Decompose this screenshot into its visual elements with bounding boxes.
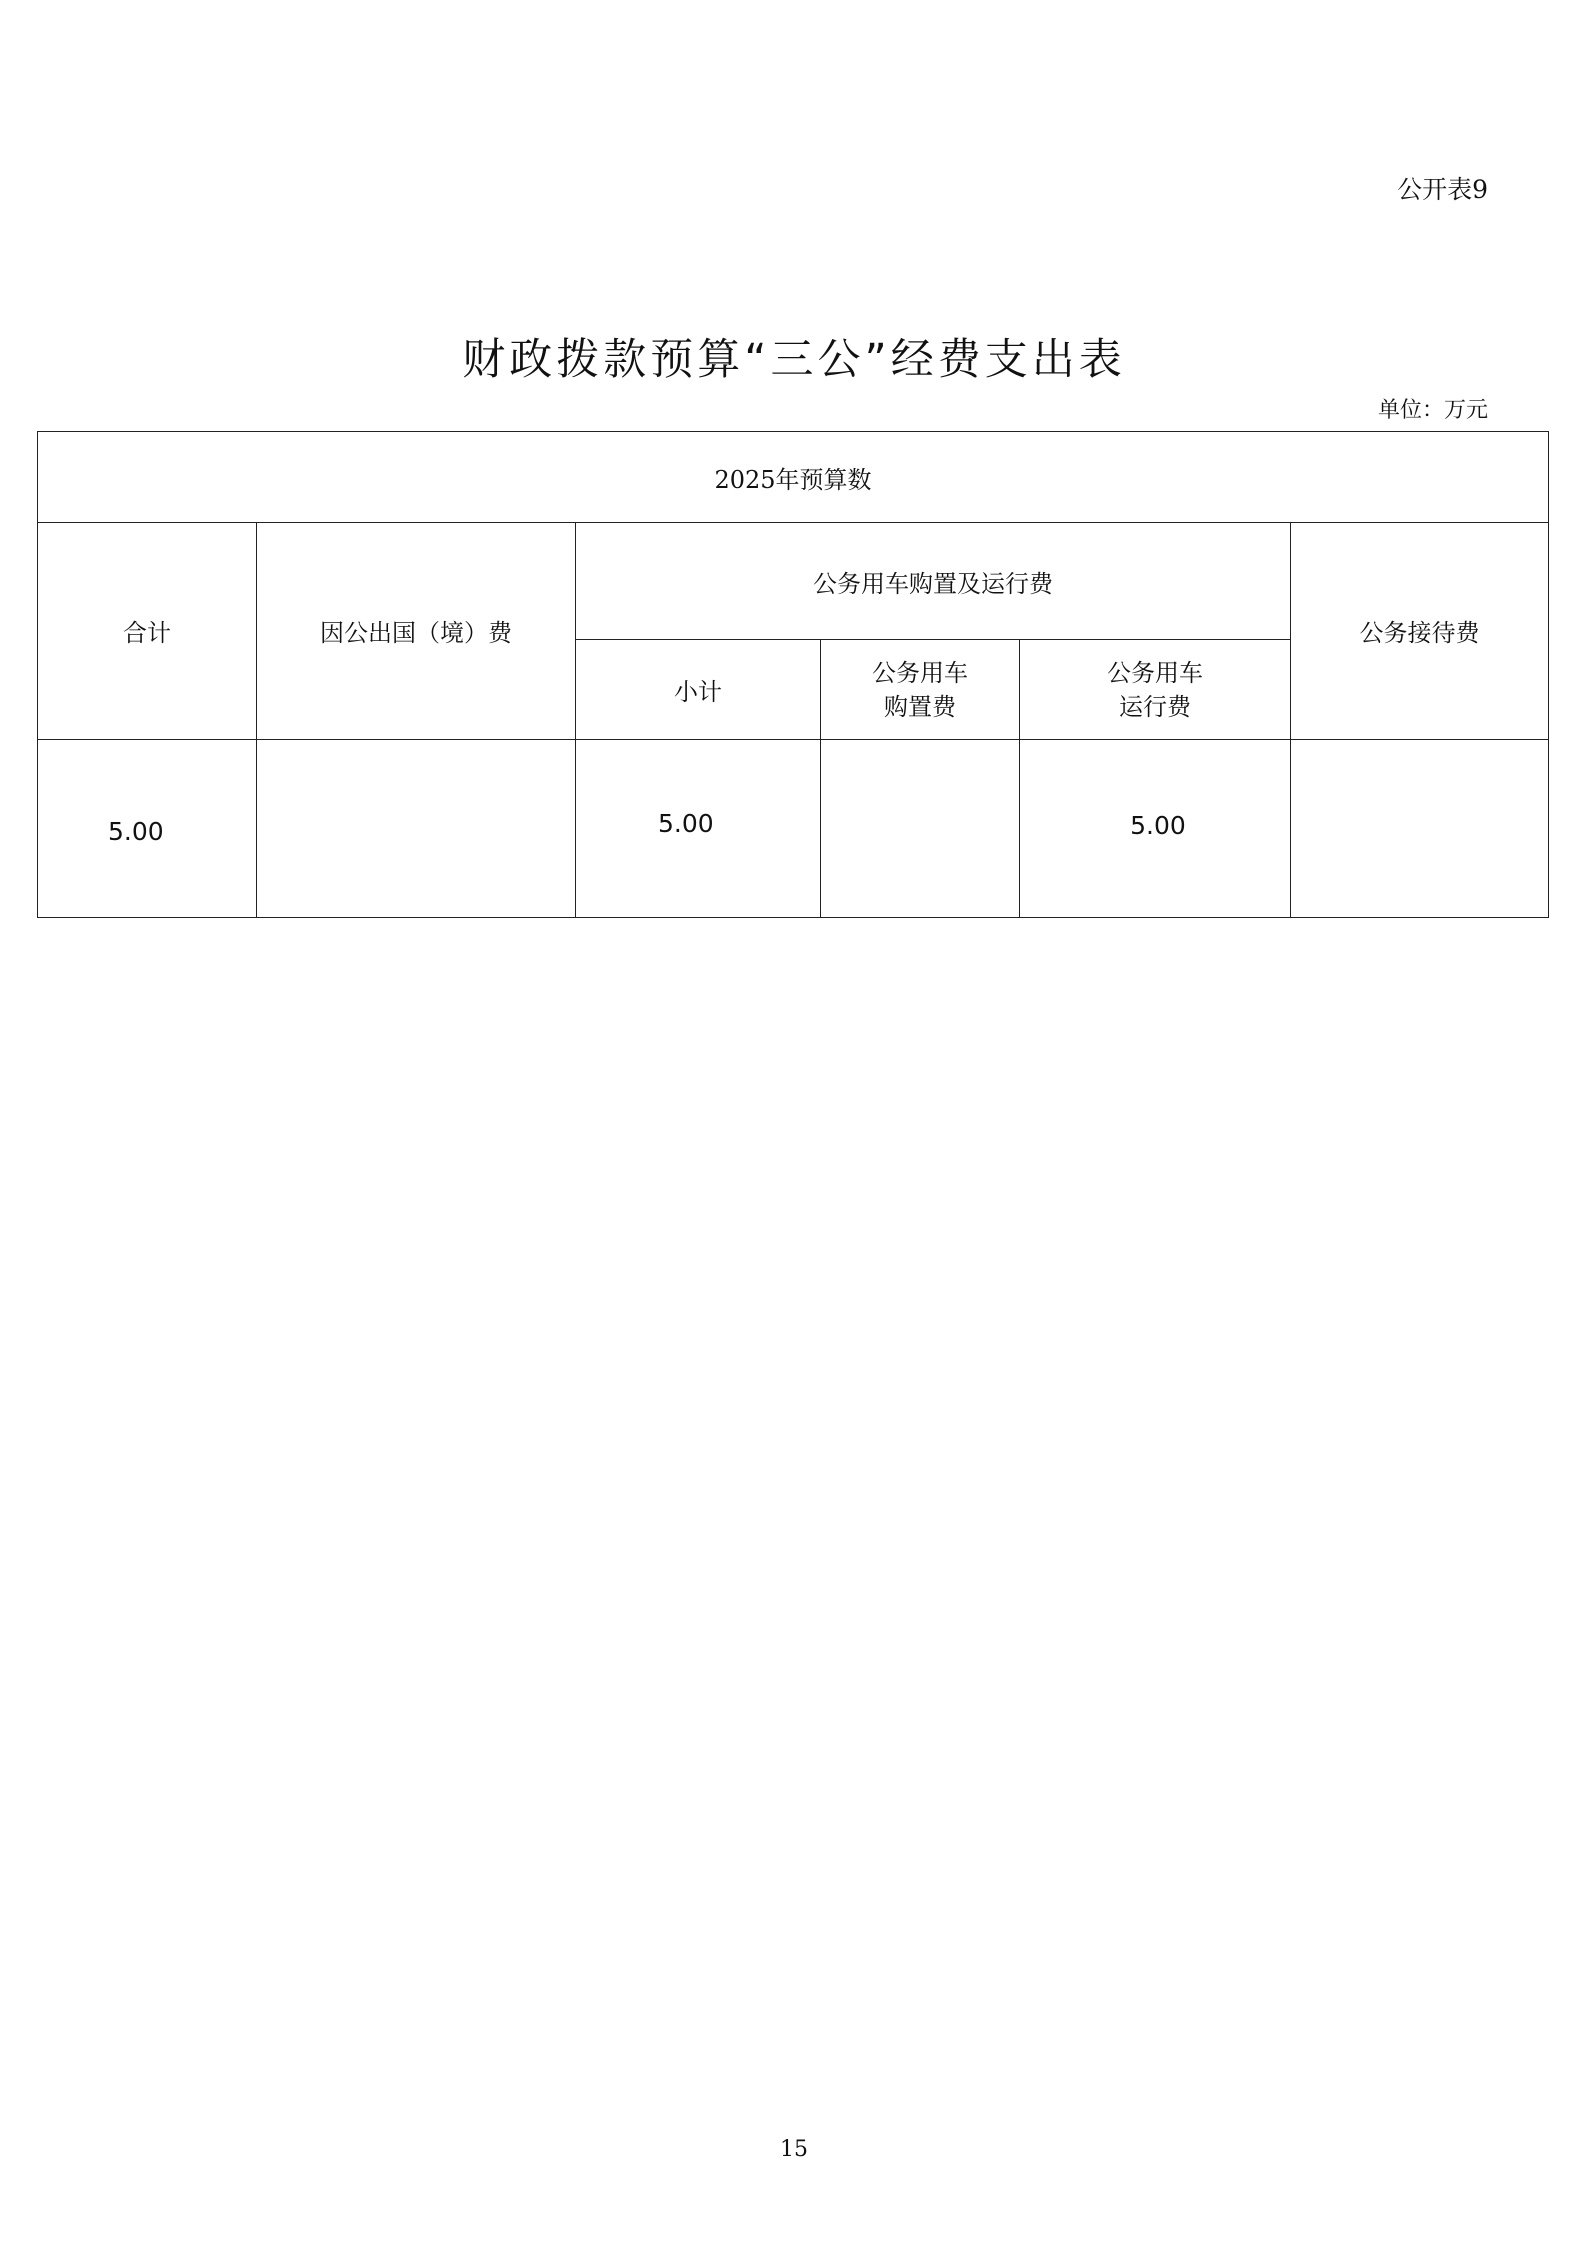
vehicle-subtotal-header: 小计 xyxy=(576,640,821,739)
reception-expense-header: 公务接待费 xyxy=(1291,523,1549,739)
data-row xyxy=(38,739,1549,917)
year-header-cell: 2025年预算数 xyxy=(38,432,1549,523)
table-code-label: 公开表9 xyxy=(1397,175,1488,204)
document-title: 财政拨款预算“三公”经费支出表 xyxy=(462,335,1126,385)
vehicle-subtotal-value: 5.00 xyxy=(576,739,821,917)
column-header-row xyxy=(38,523,1549,640)
vehicle-purchase-header-line1: 公务用车 xyxy=(872,658,968,687)
vehicle-expense-group-header: 公务用车购置及运行费 xyxy=(576,523,1291,640)
vehicle-operation-header-line1: 公务用车 xyxy=(1107,658,1203,687)
page-number: 15 xyxy=(780,2137,808,2162)
vehicle-purchase-value xyxy=(821,739,1020,917)
unit-label: 单位：万元 xyxy=(1377,398,1488,423)
year-header-row xyxy=(38,432,1549,523)
three-public-expense-table xyxy=(37,431,1549,918)
total-header: 合计 xyxy=(38,523,257,739)
vehicle-operation-value: 5.00 xyxy=(1020,739,1291,917)
vehicle-purchase-header xyxy=(821,640,1020,739)
overseas-expense-header: 因公出国（境）费 xyxy=(257,523,576,739)
reception-value xyxy=(1291,739,1549,917)
vehicle-operation-header xyxy=(1020,640,1291,739)
overseas-value xyxy=(257,739,576,917)
vehicle-operation-header-line2: 运行费 xyxy=(1119,692,1191,721)
vehicle-purchase-header-line2: 购置费 xyxy=(884,692,956,721)
total-value: 5.00 xyxy=(38,739,257,917)
